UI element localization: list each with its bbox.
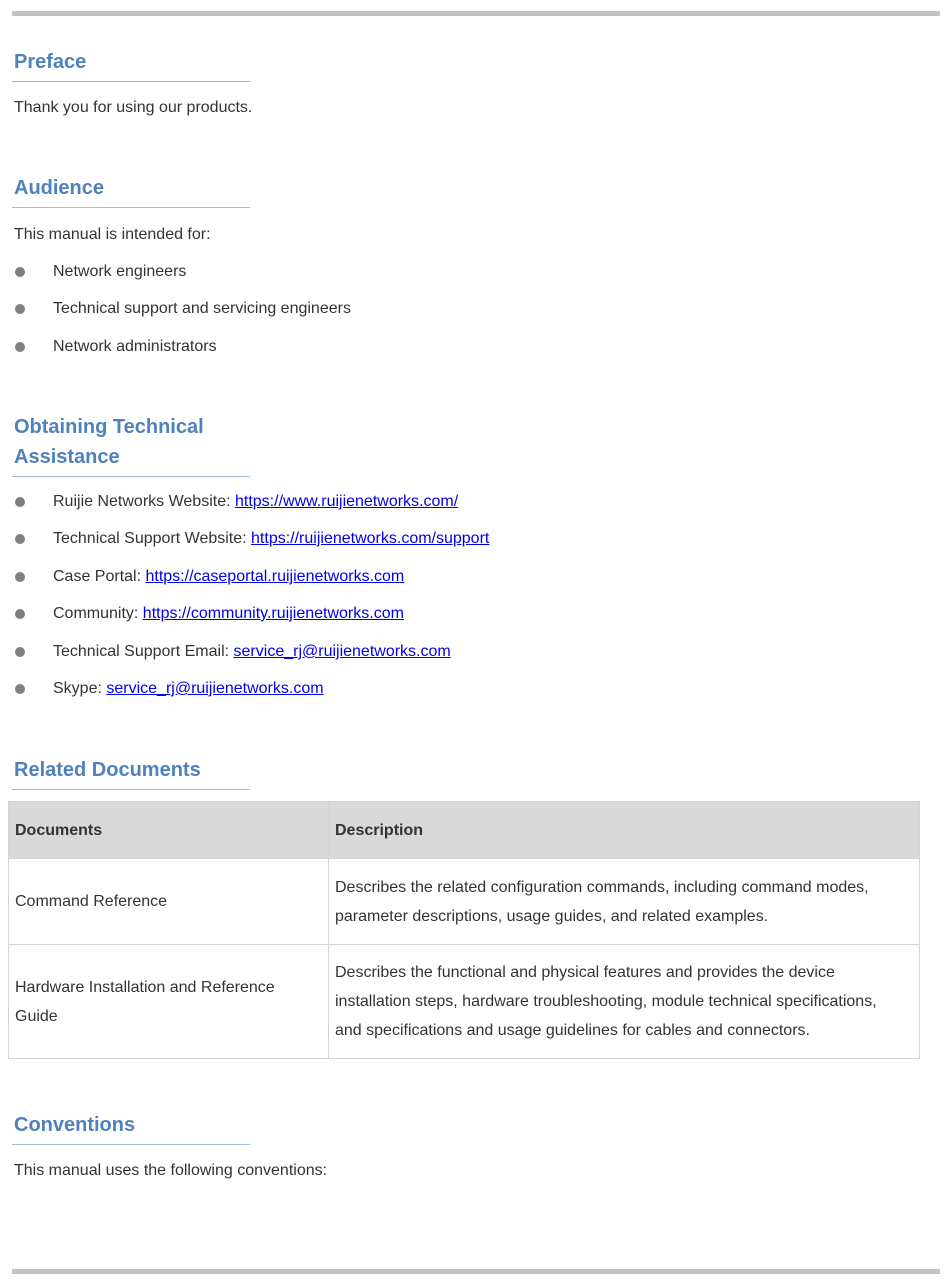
description-cell bbox=[329, 859, 920, 945]
assistance-list-item bbox=[0, 566, 900, 588]
audience-heading: Audience bbox=[12, 173, 250, 208]
audience-item-label: Network engineers bbox=[53, 263, 187, 280]
support-email-link[interactable]: service_rj@ruijienetworks.com bbox=[233, 643, 451, 660]
audience-list-item bbox=[0, 336, 900, 358]
bottom-rule bbox=[12, 1269, 940, 1274]
description-line: Describes the related configuration commands, including command modes, bbox=[335, 878, 869, 896]
document-cell bbox=[9, 945, 329, 1059]
description-line: installation steps, hardware troubleshooting, module technical specifications, bbox=[335, 993, 877, 1010]
bullet-icon bbox=[15, 497, 25, 507]
case-portal-link[interactable]: https://caseportal.ruijienetworks.com bbox=[145, 568, 405, 585]
preface-text: Thank you for using our products. bbox=[14, 99, 253, 116]
assistance-heading bbox=[12, 412, 250, 477]
website-link[interactable]: https://www.ruijienetworks.com/ bbox=[234, 493, 459, 510]
audience-list-item bbox=[0, 298, 900, 320]
skype-link[interactable]: service_rj@ruijienetworks.com bbox=[106, 680, 324, 697]
conventions-text: This manual uses the following conventions: bbox=[14, 1162, 328, 1179]
community-link[interactable]: https://community.ruijienetworks.com bbox=[142, 605, 404, 622]
audience-intro: This manual is intended for: bbox=[14, 226, 211, 243]
audience-item-label: Technical support and servicing engineers bbox=[53, 300, 351, 317]
assistance-list-item bbox=[0, 603, 900, 625]
bullet-icon bbox=[15, 534, 25, 544]
related-documents-heading: Related Documents bbox=[12, 755, 250, 790]
description-line: and specifications and usage guidelines for cables and connectors. bbox=[335, 1022, 810, 1039]
documents-column-header: Documents bbox=[9, 802, 329, 859]
bullet-icon bbox=[15, 572, 25, 582]
table-header-row bbox=[9, 802, 920, 859]
description-line: parameter descriptions, usage guides, and related examples. bbox=[335, 907, 769, 925]
audience-list-item bbox=[0, 261, 900, 283]
document-cell: Command Reference bbox=[9, 859, 329, 945]
assistance-item-label: Community: bbox=[53, 605, 143, 622]
bullet-icon bbox=[15, 342, 25, 352]
bullet-icon bbox=[15, 609, 25, 619]
assistance-heading-line1: Obtaining Technical bbox=[14, 416, 204, 438]
assistance-item-label: Skype: bbox=[53, 680, 107, 697]
audience-item-label: Network administrators bbox=[53, 338, 217, 355]
table-row bbox=[9, 859, 920, 945]
bullet-icon bbox=[15, 267, 25, 277]
assistance-list-item bbox=[0, 678, 900, 700]
assistance-item-label: Case Portal: bbox=[53, 568, 146, 585]
description-cell bbox=[329, 945, 920, 1059]
table-row bbox=[9, 945, 920, 1059]
description-line: Describes the functional and physical features and provides the device bbox=[335, 964, 835, 981]
document-line: Guide bbox=[15, 1007, 58, 1025]
bullet-icon bbox=[15, 304, 25, 314]
bullet-icon bbox=[15, 647, 25, 657]
support-website-link[interactable]: https://ruijienetworks.com/support bbox=[251, 530, 490, 547]
assistance-list-item bbox=[0, 491, 900, 513]
assistance-heading-line2: Assistance bbox=[14, 446, 120, 468]
assistance-list-item bbox=[0, 641, 900, 663]
description-column-header: Description bbox=[329, 802, 920, 859]
preface-heading: Preface bbox=[12, 47, 250, 82]
assistance-item-label: Technical Support Website: bbox=[53, 530, 252, 547]
assistance-list-item bbox=[0, 528, 900, 550]
top-rule bbox=[12, 11, 940, 16]
document-line: Hardware Installation and Reference bbox=[15, 978, 275, 996]
assistance-item-label: Technical Support Email: bbox=[53, 643, 234, 660]
related-documents-table bbox=[8, 801, 920, 1059]
assistance-item-label: Ruijie Networks Website: bbox=[53, 493, 235, 510]
bullet-icon bbox=[15, 684, 25, 694]
conventions-heading: Conventions bbox=[12, 1110, 250, 1145]
